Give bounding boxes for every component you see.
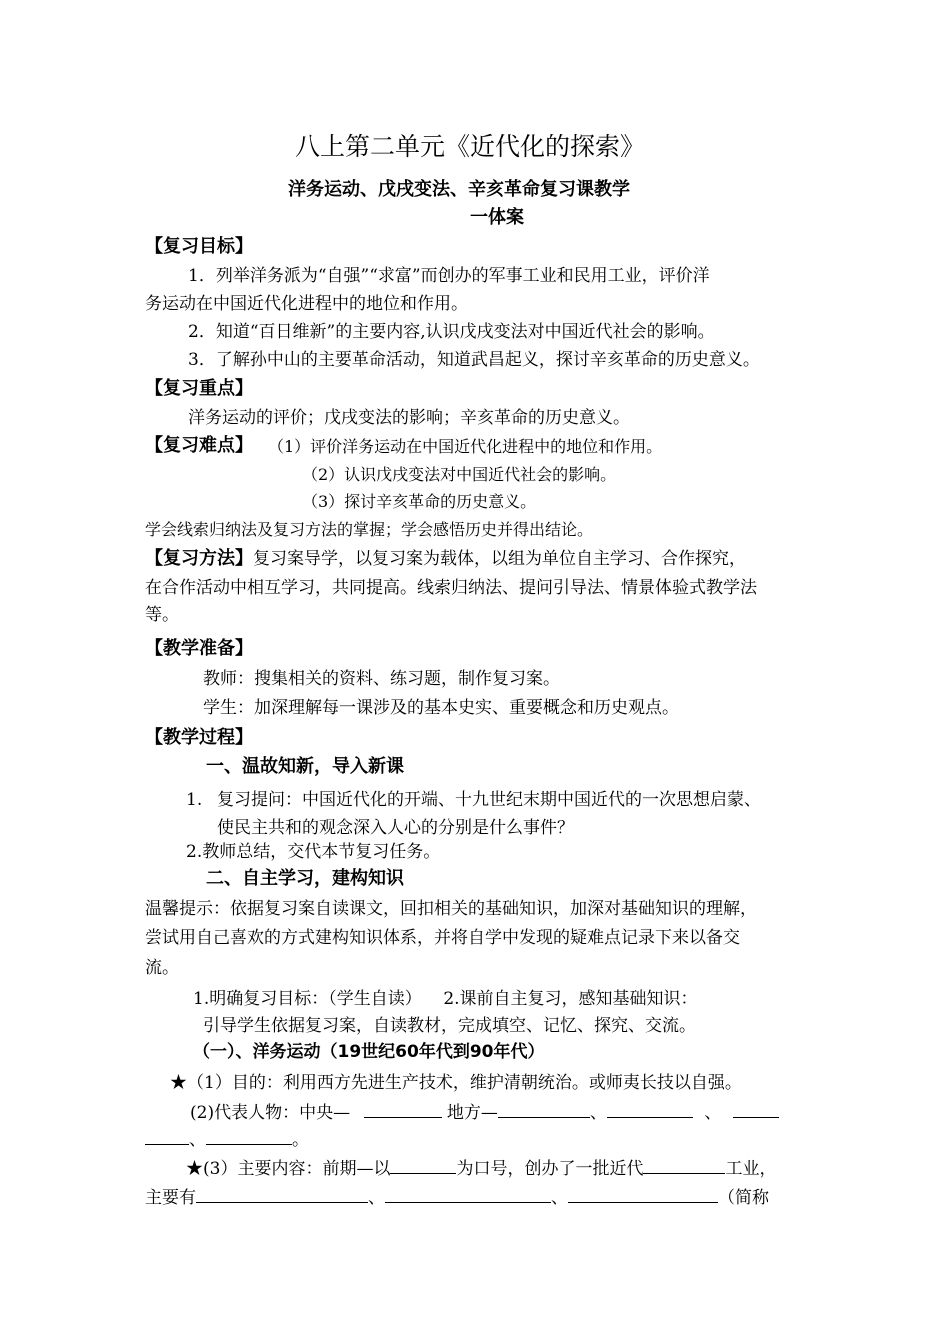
goal-item-3: 3．了解孙中山的主要革命活动，知道武昌起义，探讨辛亥革命的历史意义。 bbox=[188, 350, 760, 370]
q2-separator-1: 、 bbox=[589, 1103, 607, 1123]
document-title: 八上第二单元《近代化的探索》 bbox=[295, 132, 646, 161]
blank-industry-type[interactable] bbox=[643, 1155, 725, 1174]
q2-end: 。 bbox=[292, 1130, 309, 1150]
blank-enterprise-3[interactable] bbox=[568, 1184, 718, 1203]
q2-separator-3: 、 bbox=[189, 1130, 206, 1150]
preparation-teacher: 教师：搜集相关的资料、练习题，制作复习案。 bbox=[203, 669, 560, 689]
difficulties-note: 学会线索归纳法及复习方法的掌握；学会感悟历史并得出结论。 bbox=[145, 520, 594, 539]
blank-local-figure-3a[interactable] bbox=[733, 1099, 779, 1118]
blank-local-figure-2[interactable] bbox=[607, 1099, 693, 1118]
keypoints-text: 洋务运动的评价；戊戌变法的影响；辛亥革命的历史意义。 bbox=[188, 408, 630, 428]
methods-line3: 等。 bbox=[145, 605, 179, 625]
process-guide-line: 引导学生依据复习案，自读教材，完成填空、记忆、探究、交流。 bbox=[203, 1016, 696, 1036]
difficulties-heading: 【复习难点】 bbox=[145, 435, 253, 456]
q3-separator-2: 、 bbox=[551, 1188, 568, 1208]
process-tip-line1: 温馨提示：依据复习案自读课文，回扣相关的基础知识，加深对基础知识的理解， bbox=[145, 899, 757, 919]
process-tip-line2: 尝试用自己喜欢的方式建构知识体系，并将自学中发现的疑难点记录下来以备交 bbox=[145, 928, 740, 948]
section1-heading: （一）、洋务运动（19世纪60年代到90年代） bbox=[193, 1042, 545, 1062]
process-part2-heading: 二、自主学习，建构知识 bbox=[206, 868, 404, 889]
blank-local-figure-3b[interactable] bbox=[145, 1126, 189, 1145]
process-part1-item1b: 使民主共和的观念深入人心的分别是什么事件？ bbox=[217, 818, 574, 838]
blank-enterprise-2[interactable] bbox=[385, 1184, 551, 1203]
goal-item-2: 2．知道“百日维新”的主要内容,认识戊戌变法对中国近代社会的影响。 bbox=[188, 322, 715, 342]
question-2-label-local: 地方— bbox=[446, 1103, 498, 1123]
blank-slogan[interactable] bbox=[390, 1155, 456, 1174]
process-tip-line3: 流。 bbox=[145, 958, 179, 978]
question-1: ★（1）目的：利用西方先进生产技术，维护清朝统治。或师夷长技以自强。 bbox=[170, 1073, 742, 1093]
question-2-line2 bbox=[145, 1126, 309, 1152]
methods-line2: 在合作活动中相互学习，共同提高。线索归纳法、提问引导法、情景体验式教学法 bbox=[145, 578, 757, 598]
methods-text-1: 复习案导学，以复习案为载体，以组为单位自主学习、合作探究， bbox=[253, 549, 746, 569]
question-3-main-label: 主要有 bbox=[145, 1188, 196, 1208]
goals-heading: 【复习目标】 bbox=[145, 236, 253, 257]
difficulty-item-3: （3）探讨辛亥革命的历史意义。 bbox=[302, 492, 537, 511]
difficulty-item-2: （2）认识戊戌变法对中国近代社会的影响。 bbox=[302, 465, 617, 484]
difficulty-item-1: （1）评价洋务运动在中国近代化进程中的地位和作用。 bbox=[268, 437, 663, 456]
process-part1-item2: 2.教师总结，交代本节复习任务。 bbox=[186, 842, 441, 862]
process-step-line: 1.明确复习目标：（学生自读） 2.课前自主复习，感知基础知识： bbox=[193, 989, 698, 1009]
process-part1-item1-num: 1. bbox=[186, 790, 203, 810]
methods-heading: 【复习方法】 bbox=[145, 548, 253, 569]
question-3-label: ★(3）主要内容：前期—以 bbox=[186, 1159, 391, 1179]
document-subtitle-line1: 洋务运动、戊戌变法、辛亥革命复习课教学 bbox=[288, 179, 630, 200]
methods-line1 bbox=[145, 547, 746, 571]
process-heading: 【教学过程】 bbox=[145, 727, 253, 748]
process-part1-item1a: 复习提问：中国近代化的开端、十九世纪末期中国近代的一次思想启蒙、 bbox=[217, 790, 761, 810]
q3-separator-1: 、 bbox=[368, 1188, 385, 1208]
blank-central-figure[interactable] bbox=[364, 1099, 442, 1118]
goal-item-1b: 务运动在中国近代化进程中的地位和作用。 bbox=[145, 294, 468, 314]
question-3-line2 bbox=[145, 1184, 769, 1210]
question-3-industry: 工业， bbox=[725, 1159, 777, 1179]
question-3-abbr: （简称 bbox=[718, 1188, 769, 1208]
process-part1-heading: 一、温故知新，导入新课 bbox=[206, 756, 404, 777]
keypoints-heading: 【复习重点】 bbox=[145, 378, 253, 399]
question-2-label-central: (2)代表人物：中央— bbox=[190, 1103, 351, 1123]
blank-enterprise-1[interactable] bbox=[196, 1184, 368, 1203]
goal-item-1a: 1．列举洋务派为“自强”“求富”而创办的军事工业和民用工业，评价洋 bbox=[188, 266, 710, 286]
q2-separator-2: 、 bbox=[704, 1103, 722, 1123]
question-2-line1 bbox=[190, 1099, 779, 1125]
document-subtitle-line2: 一体案 bbox=[470, 207, 524, 228]
question-3-line1 bbox=[186, 1155, 776, 1181]
preparation-heading: 【教学准备】 bbox=[145, 638, 253, 659]
blank-local-figure-1[interactable] bbox=[498, 1099, 590, 1118]
question-3-mid: 为口号，创办了一批近代 bbox=[456, 1159, 644, 1179]
preparation-student: 学生：加深理解每一课涉及的基本史实、重要概念和历史观点。 bbox=[203, 698, 679, 718]
blank-local-figure-4[interactable] bbox=[206, 1126, 292, 1145]
